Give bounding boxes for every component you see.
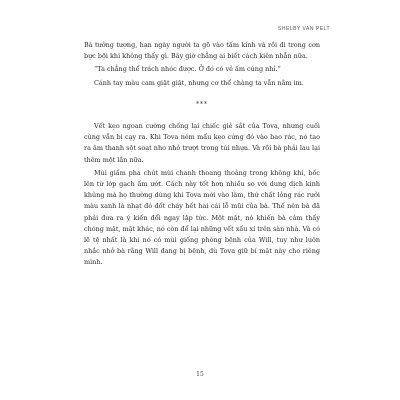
paragraph-2: “Ta chẳng thể trách nhóc được. Ở đó có vẻ ấm cúng nhỉ.” [94,65,281,74]
running-header-author: SHELBY VAN PELT [278,26,330,32]
paragraph-5: Mùi giấm pha chút mùi chanh thoang thoảng trong không khí, bốc lên từ lớp gạch ấm ướt. Cách này tốt hơn nhiều so với dung dịch kinh khủng mà họ thường dùng khi Tova mới vào làm, thứ chất lỏng rác rưởi màu xanh là nhạt đó đốt cháy hết hai cái lỗ mũi của bà. Thế nên bà đã phải đưa ra ý kiến đổi ngay lập tức. Một mặt, nó khiến bà cảm thấy chóng mặt, mặt khác, nó còn để lại những vết xấu xí trên sàn nhà. Và có lẽ tệ nhất là khi nó có mùi giống phòng bệnh của Will, tuy như luôn nhắc nhở bà rằng Will đang bị bệnh, dù Tova giữ bí mặt này cho riêng mình. [84,168,320,267]
body-text [84,40,320,269]
scene-break: *** [196,100,208,108]
page-number: 15 [196,371,204,378]
paragraph-3: Cánh tay màu cam giật giật, nhưng cơ thể chàng ta vẫn nằm im. [94,78,304,87]
paragraph-1: Bà tưởng tượng, hạn ngày người ta gõ vào tấm kính và rồi đi trong cơn bực bội khi không thấy gì. Bây giờ chẳng ai biết cách kiên nhẫn nữa. [84,41,320,61]
paragraph-4: Vết kẹo ngoan cường chống lại chiếc giẻ sắt của Tova, nhưng cuối cùng vẫn bị cạy ra. Khi Tova ném mẩu kẹo cứng đó vào bao rác, nó tạo ra âm thanh sột soạt nho nhỏ trượt trong túi nhựa. Và rồi bà phải lau lại thêm một lần nữa. [84,122,320,164]
